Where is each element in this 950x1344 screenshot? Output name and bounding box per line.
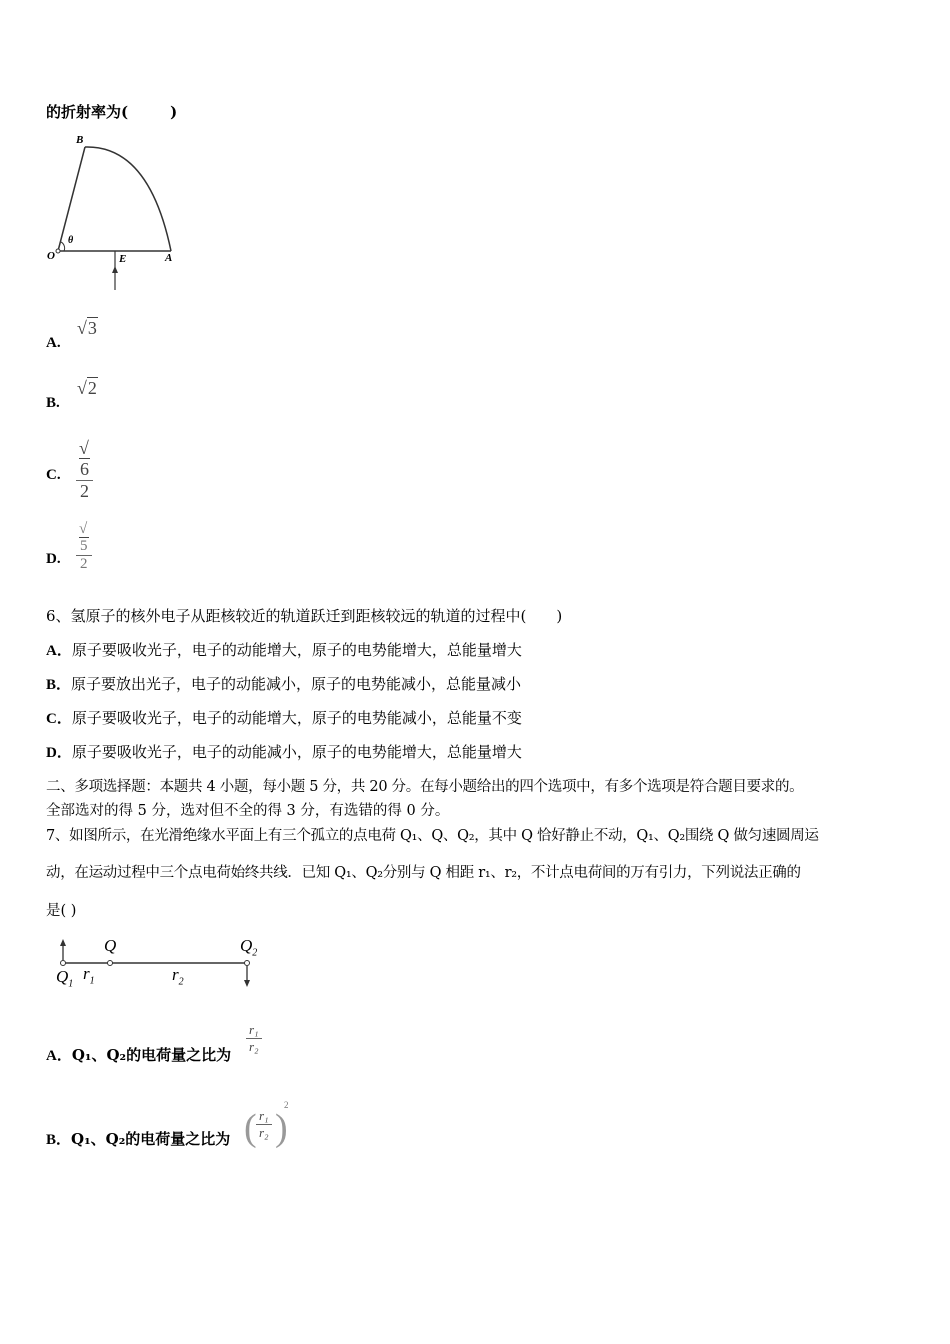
label-A: A (165, 252, 173, 264)
label-r2 (172, 965, 184, 987)
q5-tail-close: ) (170, 103, 178, 121)
section-2-instructions-line1: 二、多项选择题：本题共 4 小题，每小题 5 分，共 20 分。在每小题给出的四个选项中，有多个选项是符合题目要求的。 (46, 779, 804, 795)
q5-option-d (46, 521, 88, 572)
radicand: 5 (80, 538, 88, 554)
option-letter: C． (46, 711, 72, 727)
option-text: 原子要吸收光子，电子的动能减小，原子的电势能增大，总能量增大 (71, 743, 522, 761)
q6-option-d (46, 742, 522, 763)
numerator: r₁ (246, 1022, 262, 1039)
label-O: O (47, 250, 55, 262)
q5-tail-text: 的折射率为( (46, 103, 129, 121)
right-paren-icon: ) (275, 1107, 288, 1149)
q5-option-c (46, 438, 89, 501)
sqrt-expression: √2 (77, 378, 97, 398)
fraction (76, 438, 93, 502)
numerator: √5 (76, 521, 92, 556)
option-text: Q₁、Q₂的电荷量之比为 (71, 1130, 231, 1148)
option-letter: B. (46, 395, 60, 411)
fraction (76, 521, 92, 573)
label-B: B (76, 134, 84, 146)
question-7-line2: 动，在运动过程中三个点电荷始终共线．已知 Q₁、Q₂分别与 Q 相距 r₁、r₂，不计点电荷间的万有引力，下列说法正确的 (46, 865, 801, 881)
option-letter: A． (46, 643, 72, 659)
option-letter: A. (46, 335, 61, 351)
option-letter: B． (46, 677, 72, 693)
option-text: 原子要吸收光子，电子的动能增大，原子的电势能增大，总能量增大 (71, 641, 522, 659)
q6-option-b (46, 674, 521, 695)
fraction (246, 1022, 262, 1055)
q6-close: ) (556, 607, 563, 625)
r2-letter: r (172, 965, 179, 984)
exponent: 2 (284, 1100, 289, 1110)
q1-letter: Q (56, 967, 69, 986)
q6-stem-text: 6、氢原子的核外电子从距核较近的轨道跃迁到距核较远的轨道的过程中( (46, 607, 527, 625)
q6-option-c (46, 708, 522, 729)
option-letter: C. (46, 467, 61, 483)
r2-subscript: 2 (178, 976, 184, 988)
q5-option-b (46, 378, 97, 412)
section-2-instructions-line2: 全部选对的得 5 分，选对但不全的得 3 分，有选错的得 0 分。 (46, 803, 450, 819)
q1-subscript: 1 (68, 978, 74, 990)
option-letter: A． (46, 1048, 72, 1064)
denominator: 2 (80, 481, 89, 501)
label-theta: θ (68, 235, 74, 246)
numerator: r₁ (256, 1108, 272, 1125)
q6-option-a (46, 640, 522, 661)
label-r1 (83, 964, 95, 986)
denominator: 2 (80, 556, 88, 572)
label-E: E (119, 253, 127, 265)
label-Q2 (240, 936, 257, 958)
q2-letter: Q (240, 936, 253, 955)
q7-option-b (46, 1100, 289, 1149)
denominator: r₂ (249, 1039, 259, 1054)
question-7-line3: 是( ) (46, 903, 77, 919)
r1-letter: r (83, 964, 90, 983)
left-paren-icon: ( (244, 1107, 257, 1149)
radicand: 3 (87, 318, 97, 338)
q2-subscript: 2 (252, 947, 258, 959)
option-letter: B． (46, 1132, 72, 1148)
question-6-stem (46, 606, 562, 626)
question-5-tail (46, 102, 177, 122)
q7-option-a (46, 1022, 259, 1065)
option-letter: D. (46, 551, 61, 567)
label-Q: Q (104, 936, 117, 955)
option-letter: D． (46, 745, 72, 761)
numerator: √6 (76, 438, 93, 481)
r1-subscript: 1 (89, 975, 95, 987)
fraction (256, 1108, 272, 1141)
radicand: 6 (80, 459, 89, 479)
option-text: 原子要放出光子，电子的动能减小，原子的电势能减小，总能量减小 (71, 675, 522, 693)
sqrt-expression: √3 (77, 318, 97, 338)
option-text: Q₁、Q₂的电荷量之比为 (71, 1046, 232, 1064)
q5-option-a (46, 318, 97, 352)
sector-diagram (44, 130, 194, 295)
label-Q1 (56, 967, 73, 989)
option-text: 原子要吸收光子，电子的动能增大，原子的电势能减小，总能量不变 (71, 709, 522, 727)
denominator: r₂ (259, 1125, 269, 1140)
question-7-line1: 7、如图所示，在光滑绝缘水平面上有三个孤立的点电荷 Q₁、Q、Q₂，其中 Q 恰好静止不动，Q₁、Q₂围绕 Q 做匀速圆周运 (46, 828, 819, 844)
radicand: 2 (87, 378, 97, 398)
